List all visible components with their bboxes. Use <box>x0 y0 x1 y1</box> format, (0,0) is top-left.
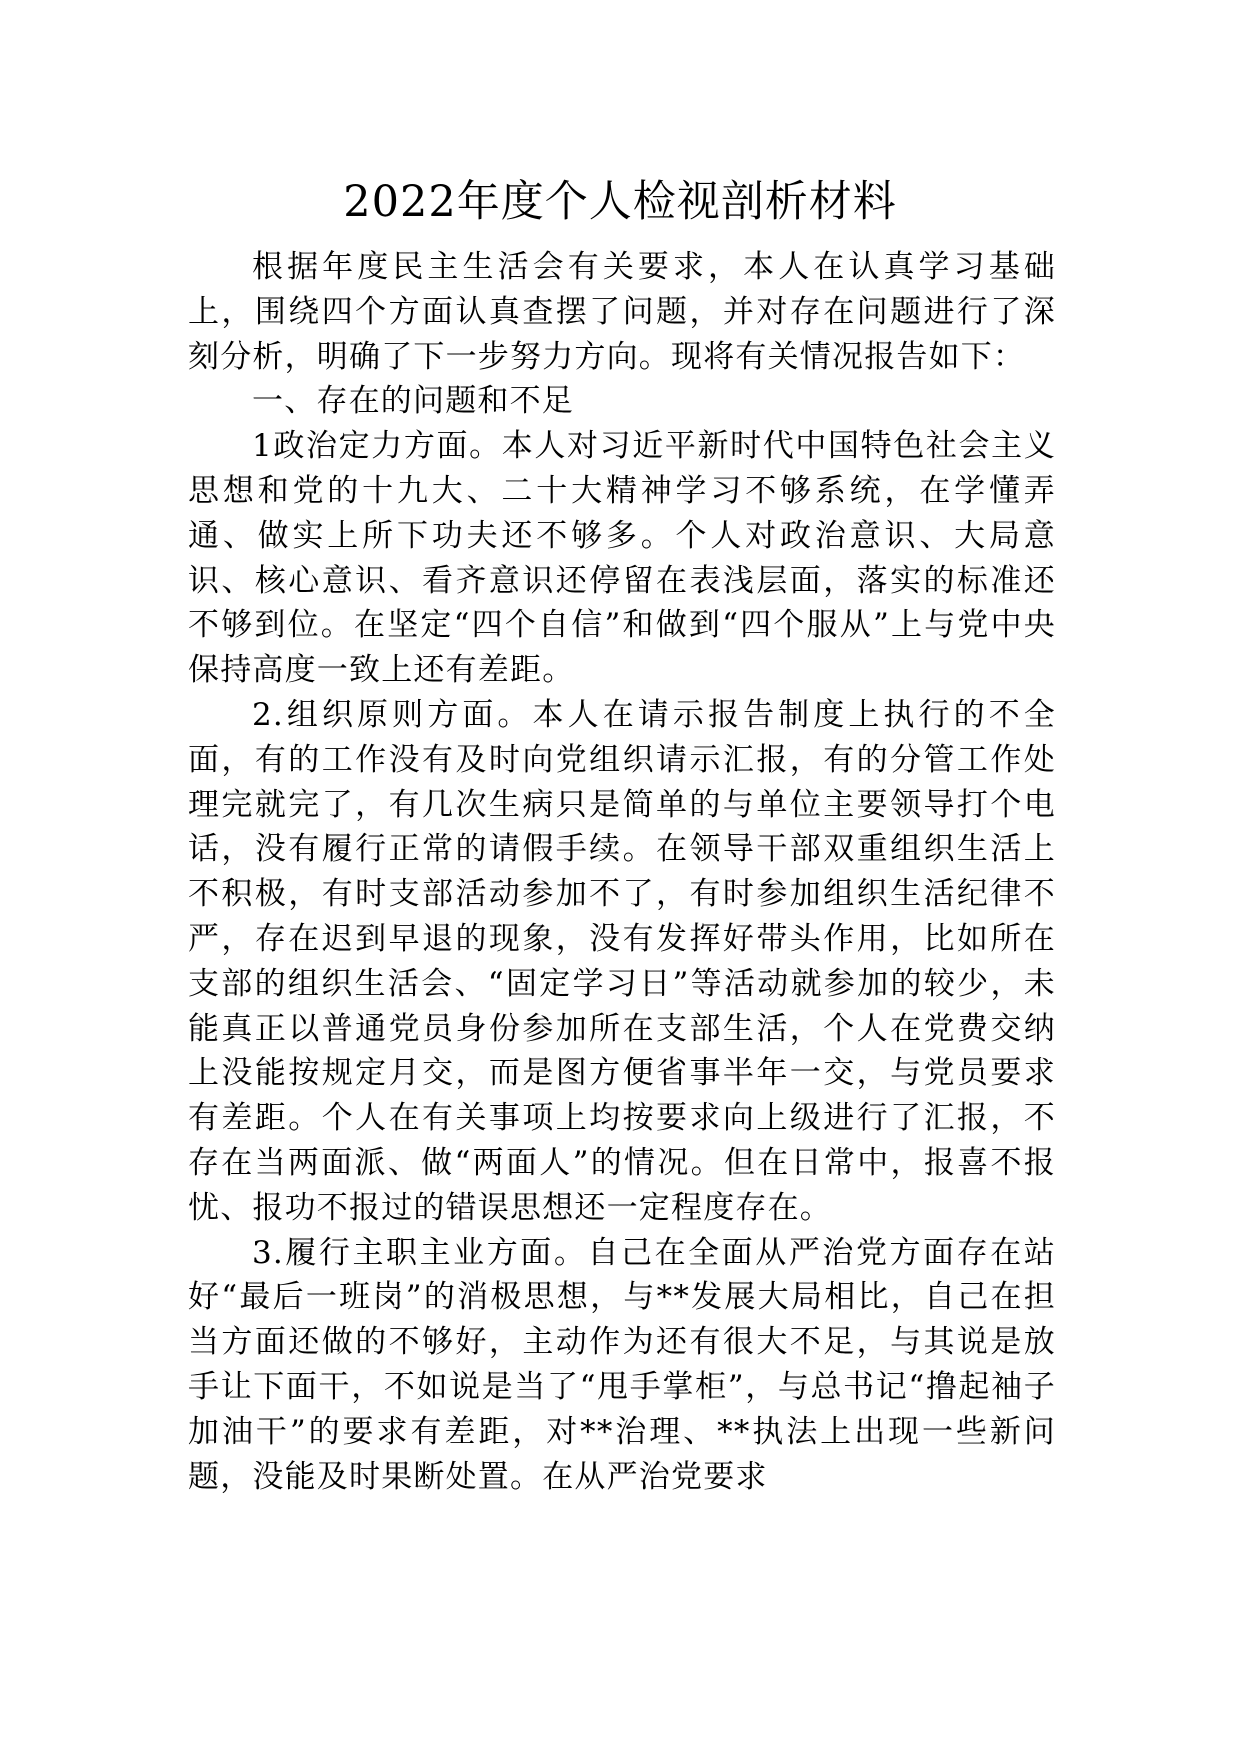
paragraph-duties: 3.履行主职主业方面。自己在全面从严治党方面存在站好“最后一班岗”的消极思想，与**发展大局相比，自己在担当方面还做的不够好，主动作为还有很大不足，与其说是放手让下面干，不如说是当了“甩手掌柜”，与总书记“撸起袖子加油干”的要求有差距，对**治理、**执法上出现一些新问题，没能及时果断处置。在从严治党要求 <box>188 1234 1056 1495</box>
paragraph-organization: 2.组织原则方面。本人在请示报告制度上执行的不全面，有的工作没有及时向党组织请示汇报，有的分管工作处理完就完了，有几次生病只是简单的与单位主要领导打个电话，没有履行正常的请假手续。在领导干部双重组织生活上不积极，有时支部活动参加不了，有时参加组织生活纪律不严，存在迟到早退的现象，没有发挥好带头作用，比如所在支部的组织生活会、“固定学习日”等活动就参加的较少，未能真正以普通党员身份参加所在支部生活，个人在党费交纳上没能按规定月交，而是图方便省事半年一交，与党员要求有差距。个人在有关事项上均按要求向上级进行了汇报，不存在当两面派、做“两面人”的情况。但在日常中，报喜不报忧、报功不报过的错误思想还一定程度存在。 <box>188 696 1056 1226</box>
document-title: 2022年度个人检视剖析材料 <box>343 177 897 227</box>
document-body <box>188 245 1056 1499</box>
section-heading-problems: 一、存在的问题和不足 <box>252 383 574 420</box>
intro-paragraph: 根据年度民主生活会有关要求，本人在认真学习基础上，围绕四个方面认真查摆了问题，并对存在问题进行了深刻分析，明确了下一步努力方向。现将有关情况报告如下： <box>188 249 1056 375</box>
paragraph-political: 1政治定力方面。本人对习近平新时代中国特色社会主义思想和党的十九大、二十大精神学习不够系统，在学懂弄通、做实上所下功夫还不够多。个人对政治意识、大局意识、核心意识、看齐意识还停留在表浅层面，落实的标准还不够到位。在坚定“四个自信”和做到“四个服从”上与党中央保持高度一致上还有差距。 <box>188 428 1056 689</box>
